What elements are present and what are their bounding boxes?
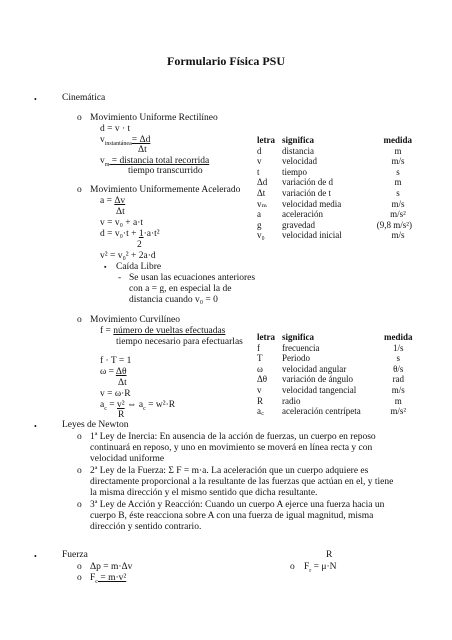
formula-a: a = Δv [100,196,126,206]
table-row: g gravedad (9,8 m/s²) [257,219,412,230]
table-row: Δd variación de d m [257,177,402,188]
caida-libre-line: Se usan las ecuaciones anteriores [129,273,256,283]
formula-omega: ω = Δθ [100,367,127,377]
formula-momentum: Δp = m·Δv [90,562,133,572]
formula-omega-den: Δt [118,378,127,388]
newton-law-2: 2ª Ley de la Fuerza: Σ F = m·a. La aceleración que un cuerpo adquiere es directamente proporcional a la resultante de las fuerzas que actúan en el, y tiene la misma dirección y el mismo sentido que dicha resultante. [90,466,394,499]
formula-v-instantanea-den: Δt [138,145,147,155]
circle-bullet-icon: o [77,113,82,123]
table-row: a꜀ aceleración centrípeta m/s² [257,406,407,417]
formula-frecuencia-den: tiempo necesario para efectuarlas [116,337,243,347]
newton-law-1: 1ª Ley de Inercia: En ausencia de la acción de fuerzas, un cuerpo en reposo continuará en reposo, y uno en movimiento se moverá en línea recta y con velocidad uniforme [90,432,376,465]
formula-fc-den: R [326,550,333,560]
caida-libre-line: con a = g, en especial la de [129,284,232,294]
table-header-row: letra significa medida [257,332,413,342]
formula-d-den: 2 [137,240,142,250]
formula-friction: $F_r = \mu\cdot N$ [304,562,337,574]
section-leyes-newton: Leyes de Newton [62,420,129,430]
newton-law-3: 3ª Ley de Acción y Reacción: Cuando un cuerpo A ejerce una fuerza hacia un cuerpo B, éste reacciona sobre A con una fuerza de igual magnitud, misma dirección y sentido contrario. [90,500,385,533]
formula-ac: $a_c = v^2$ ⇔ $a_c = w^2\cdot R$ [100,400,176,412]
bullet-icon: • [34,422,37,431]
table-row: Δθ variación de ángulo rad [257,374,404,385]
formula-ac-den: R [118,410,125,420]
formula-v-omega-r: v = ω·R [100,389,131,399]
table-row: t tiempo s [257,166,400,177]
table-row: v velocidad m/s [257,156,405,167]
circle-bullet-icon: o [77,185,82,195]
formula-d: d = v₀·t + 1·a·t² [100,229,160,239]
formula-v-instantanea: $v_{instantánea}= \Delta d$ [100,135,151,147]
table-row: vₘ velocidad media m/s [257,198,405,209]
table-row: f frecuencia 1/s [257,342,404,353]
formula-a-den: Δt [116,207,125,217]
table-row: R radio m [257,395,402,406]
table-row: v₀ velocidad inicial m/s [257,230,405,241]
subsection-mru: Movimiento Uniforme Rectilíneo [90,113,218,123]
circle-bullet-icon: o [290,562,295,572]
caida-libre-title: Caída Libre [116,262,162,272]
circle-bullet-icon: o [77,315,82,325]
caida-libre-line: distancia cuando v₀ = 0 [129,295,218,305]
circle-bullet-icon: o [77,500,82,510]
formula-fc: $F_c = m\cdot v^2$ [90,573,127,585]
symbol-table-curvilineo [257,332,413,417]
formula-frecuencia: f = número de vueltas efectuadas [100,326,226,336]
square-bullet-icon: ▪ [104,263,107,271]
bullet-icon: • [34,552,37,561]
formula-ft: f · T = 1 [100,356,132,366]
table-row: ω velocidad angular θ/s [257,363,404,374]
subsection-curvilineo: Movimiento Curvilíneo [90,315,180,325]
dash-bullet-icon: - [118,273,122,283]
circle-bullet-icon: o [77,466,82,476]
table-row: Δt variación de t s [257,187,400,198]
formula-v2: v² = v₀² + 2a·d [100,251,156,261]
bullet-icon: • [34,95,37,104]
formula-v-media-den: tiempo transcurrido [128,166,203,176]
table-row: a aceleración m/s² [257,209,406,220]
table-row: T Periodo s [257,353,401,364]
circle-bullet-icon: o [77,562,82,572]
symbol-table-cinematica [257,135,412,241]
page-title: Formulario Física PSU [167,54,285,68]
table-row: v velocidad tangencial m/s [257,384,405,395]
section-cinematica: Cinemática [62,93,106,103]
subsection-mua: Movimiento Uniformemente Acelerado [90,185,241,195]
circle-bullet-icon: o [77,432,82,442]
formula-v: v = v₀ + a·t [100,218,144,228]
formula-d-vt: d = v · t [100,124,131,134]
table-row: d distancia m [257,145,402,156]
circle-bullet-icon: o [77,573,82,583]
table-header-row: letra significa medida [257,135,412,145]
section-fuerza: Fuerza [62,550,88,560]
formula-v-media: $v_m$ = distancia total recorrida [100,156,210,168]
